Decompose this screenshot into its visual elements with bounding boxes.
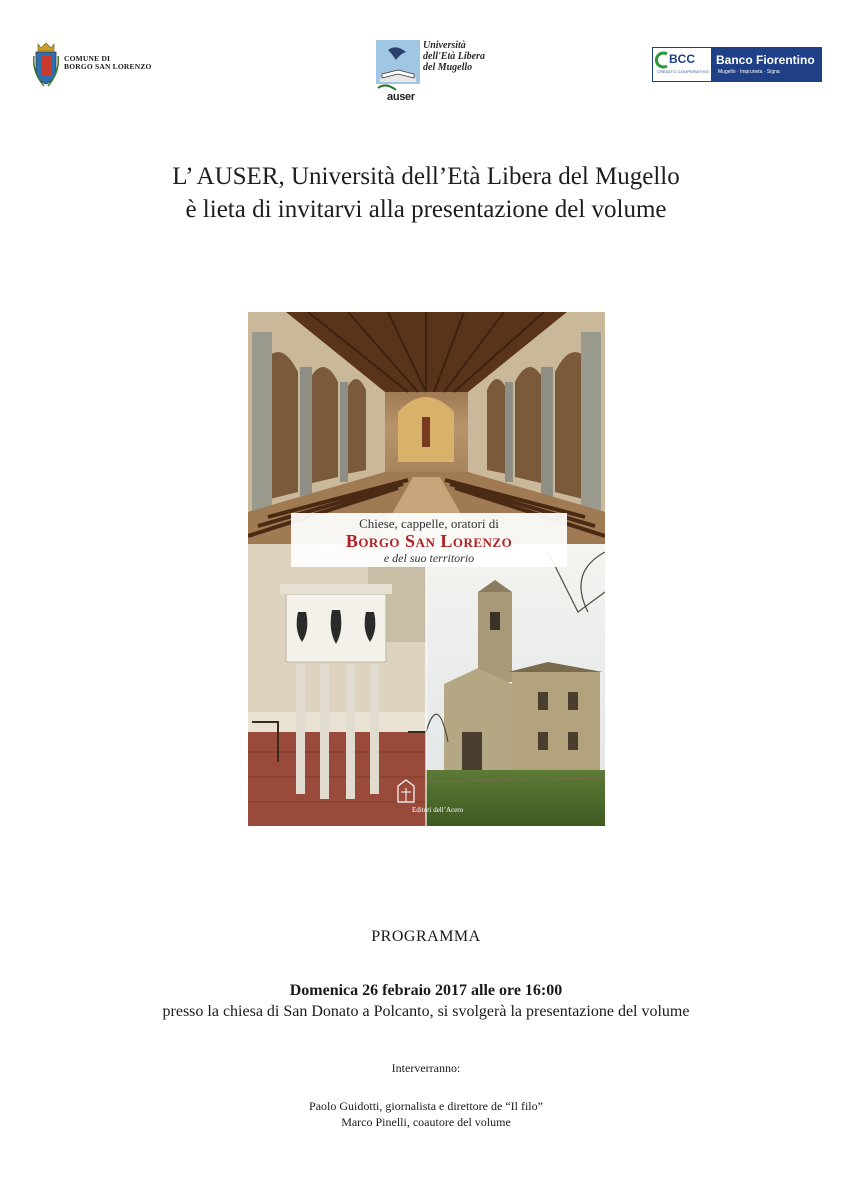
bank-name: Banco Fiorentino (716, 53, 815, 67)
church-exterior-photo (426, 544, 605, 826)
comune-name (64, 55, 152, 71)
university-logo (374, 40, 484, 106)
headline-line1: L’ AUSER, Università dell’Età Libera del Mugello (172, 163, 680, 190)
cover-photos (248, 312, 605, 826)
cover-title-main: Borgo San Lorenzo (345, 531, 513, 551)
university-line3: del Mugello (423, 62, 473, 73)
cover-title-line1: Chiese, cappelle, oratori di (359, 516, 499, 531)
university-line2: dell'Età Libera (423, 51, 485, 62)
bank-logo (652, 47, 822, 82)
auser-wordmark: auser (387, 91, 415, 103)
book-cover (248, 312, 605, 826)
event-date: Domenica 26 febraio 2017 alle ore 16:00 (289, 982, 563, 999)
university-name (423, 40, 485, 73)
bcc-mark (653, 48, 711, 80)
university-line1: Università (423, 40, 466, 51)
bcc-subtitle: CREDITO COOPERATIVO (657, 69, 709, 74)
cover-title-line3: e del suo territorio (383, 551, 475, 565)
bank-places: Mugello · Impruneta · Signa (718, 69, 780, 75)
bank-name-panel (711, 48, 821, 81)
speaker-2: Marco Pinelli, coautore del volume (341, 1115, 511, 1129)
pulpit-photo (248, 544, 426, 826)
comune-line1: COMUNE DI (64, 54, 111, 63)
book-bird-icon (376, 40, 422, 92)
program-heading: PROGRAMMA (371, 928, 481, 945)
publisher-name: Editori dell’Acero (412, 806, 464, 814)
bcc-c-icon (654, 51, 670, 71)
comune-line2: BORGO SAN LORENZO (64, 62, 152, 71)
coat-of-arms-icon (32, 42, 60, 88)
speakers-heading: Interverranno: (391, 1061, 461, 1075)
speaker-1: Paolo Guidotti, giornalista e direttore de “Il filo” (309, 1099, 543, 1113)
cover-title-banner (291, 513, 567, 567)
invitation-headline (0, 160, 852, 226)
comune-logo (32, 42, 172, 88)
nave-photo (248, 312, 605, 544)
event-place: presso la chiesa di San Donato a Polcanto, si svolgerà la presentazione del volume (162, 1003, 690, 1020)
bcc-text: BCC (669, 52, 695, 66)
headline-line2: è lieta di invitarvi alla presentazione del volume (185, 196, 667, 223)
